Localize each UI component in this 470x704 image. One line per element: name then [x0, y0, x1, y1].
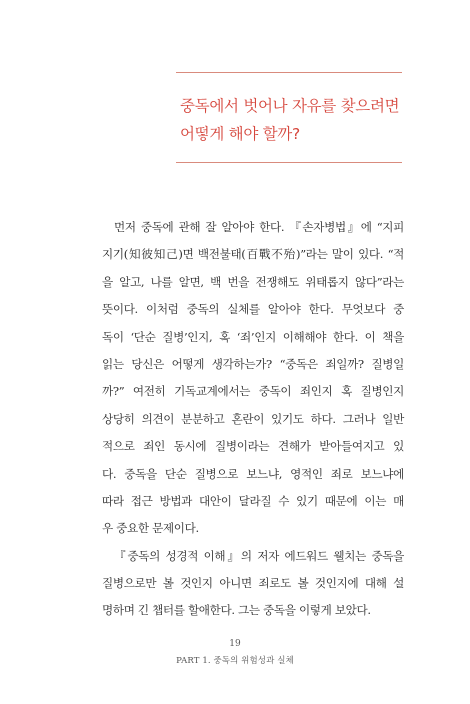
body-line: 먼저 중독에 관해 잘 알아야 한다. 『손자병법』에 “지피 [114, 220, 404, 234]
body-line: 까?” 여전히 기독교계에서는 중독이 죄인지 혹 질병인지 [102, 384, 404, 399]
body-line: 다. 중독을 단순 질병으로 보느냐, 영적인 죄로 보느냐에 [102, 466, 404, 481]
body-paragraphs [102, 214, 404, 625]
section-heading [180, 92, 420, 148]
body-line: 『중독의 성경적 이해』의 저자 에드워드 웰치는 중독을 [114, 548, 404, 563]
section-heading-line-2: 어떻게 해야 할까? [180, 125, 300, 143]
body-line: 을 알고, 나를 알면, 백 번을 전쟁해도 위태롭지 않다”라는 [102, 274, 404, 289]
page-number: 19 [229, 639, 241, 649]
body-line: 지기(知彼知己)면 백전불태(百戰不殆)”라는 말이 있다. “적 [102, 247, 404, 262]
body-line: 상당히 의견이 분분하고 혼란이 있기도 하다. 그러나 일반 [102, 411, 404, 426]
body-line: 뜻이다. 이처럼 중독의 실체를 알아야 한다. 무엇보다 중 [102, 302, 404, 317]
heading-top-rule [176, 72, 402, 73]
body-line: 명하며 긴 챕터를 할애한다. 그는 중독을 이렇게 보았다. [102, 603, 371, 618]
body-line: 우 중요한 문제이다. [102, 521, 199, 536]
section-heading-line-1: 중독에서 벗어나 자유를 찾으려면 [180, 97, 400, 115]
body-line: 독이 ‘단순 질병’인지, 혹 ‘죄’인지 이해해야 한다. 이 책을 [102, 329, 404, 344]
heading-bottom-rule [176, 162, 402, 163]
body-line: 따라 접근 방법과 대안이 달라질 수 있기 때문에 이는 매 [102, 493, 404, 508]
body-line: 질병으로만 볼 것인지 아니면 죄로도 볼 것인지에 대해 설 [102, 576, 404, 591]
body-line: 적으로 죄인 동시에 질병이라는 견해가 받아들여지고 있 [102, 439, 404, 454]
body-line: 읽는 당신은 어떻게 생각하는가? “중독은 죄일까? 질병일 [102, 356, 404, 371]
running-footer-title: PART 1. 중독의 위험성과 실체 [176, 656, 294, 666]
